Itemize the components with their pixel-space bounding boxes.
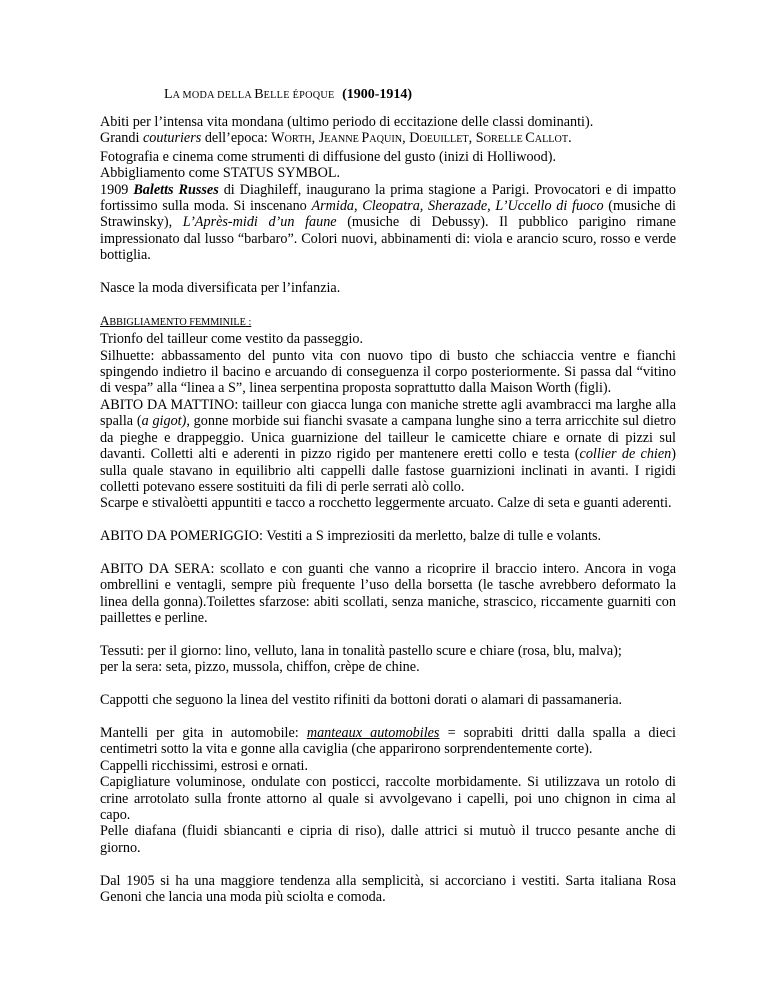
capigliature-paragraph: Capigliature voluminose, ondulate con posticci, raccolte morbidamente. Si utilizzava un rotolo di crine arrotolato sulla fronte attorno al quale si avvolgevano i capelli, poi uno chignon in cima al capo.	[100, 774, 676, 823]
name-cap: W	[271, 130, 285, 147]
section-heading-abbigliamento	[100, 313, 676, 331]
heading-rest: BBIGLIAMENTO FEMMINILE	[109, 316, 246, 328]
title-cap-1: L	[164, 87, 173, 102]
intro-line-3: Fotografia e cinema come strumenti di diffusione del gusto (inizi di Holliwood).	[100, 148, 557, 165]
title-cap-2: B	[254, 87, 264, 102]
cappotti-paragraph: Cappotti che seguono la linea del vestito rifiniti da bottoni dorati o alamari di passamaneria.	[100, 692, 623, 709]
couturiers-prefix: Grandi	[100, 130, 143, 147]
title-years: (1900-1914)	[342, 87, 413, 102]
couturiers-word: couturiers	[142, 130, 202, 147]
ballets-text-1: di Diaghileff, inaugurano la prima stagione a Parigi. Provocatori e di impatto fortissimo sulla moda. Si inscenano	[100, 181, 676, 215]
ballets-year: 1909	[100, 181, 134, 198]
name-cap: J	[318, 130, 325, 147]
sera-paragraph: ABITO DA SERA: scollato e con guanti che vanno a ricoprire il braccio intero. Ancora in voga ombrellini e ventagli, sempre più frequente l’uso della borsetta (le tasche avrebbero deformato la linea della gonna).Toilettes sfarzose: abiti scollati, senza maniche, strascico, riccamente guarniti con paillettes e perline.	[100, 560, 676, 627]
abbigliamento-p1: Trionfo del tailleur come vestito da passeggio.	[100, 331, 364, 348]
name-sep: ,	[311, 130, 319, 147]
p3-collier: collier de chien	[579, 446, 672, 463]
ballets-name: Baletts Russes	[133, 181, 219, 198]
heading-text	[100, 312, 252, 328]
name-rest: ALLOT	[534, 134, 569, 146]
heading-colon: :	[245, 316, 252, 328]
intro-line-4: Abbigliamento come STATUS SYMBOL.	[100, 165, 341, 182]
ballets-text-3: (musiche di Debussy). Il pubblico parigino rimane impressionato dal lusso “barbaro”. Colori nuovi, abbinamenti di: viola e arancio scuro, rosso e verde bottiglia.	[100, 214, 676, 264]
ballets-text-2: (musiche di Strawinsky),	[100, 198, 676, 231]
infanzia-paragraph: Nasce la moda diversificata per l’infanzia.	[100, 280, 341, 297]
name-cap: P	[361, 130, 370, 147]
intro-line-1: Abiti per l’intensa vita mondana (ultimo periodo di eccitazione delle classi dominanti).	[100, 114, 594, 130]
name-rest: ORTH	[284, 134, 312, 146]
pelle-paragraph: Pelle diafana (fluidi sbiancanti e cipria di riso), dalle attrici si mutuò il trucco pesante anche di giorno.	[100, 823, 676, 856]
mantelli-paragraph	[100, 725, 676, 758]
couturier-names	[271, 130, 572, 146]
name-sep: ,	[402, 130, 410, 147]
mantelli-text-a: Mantelli per gita in automobile:	[100, 724, 307, 741]
p3-text-c: ) sulla quale stavano in equilibrio alti cappelli dalle fastose guarnizioni inclinati in avanti. I rigidi colletti potevano essere sostituiti da fili di perle serrati alò collo.	[100, 446, 676, 495]
document-body	[100, 114, 676, 905]
name-cap: S	[475, 130, 484, 147]
ballets-faune: L’Après-midi d’un faune	[182, 214, 337, 231]
name-rest: OEUILLET	[419, 134, 469, 146]
p3-text-b: , gonne morbide sui fianchi svasate a campana lunghe sino a terra arricchite sul dietro da pieghe e drappeggio. Unica guarnizione del tailleur le camicette chiare e ornate di pizzi sul davanti. Colletti alti e aderenti in pizzo rigido per mantenere eretti collo e testa (	[100, 413, 676, 463]
intro-line-2	[100, 130, 676, 148]
finale-paragraph: Dal 1905 si ha una maggiore tendenza alla semplicità, si accorciano i vestiti. Sarta italiana Rosa Genoni che lancia una moda più sciolta e comoda.	[100, 872, 676, 905]
pomeriggio-paragraph: ABITO DA POMERIGGIO: Vestiti a S impreziositi da merletto, balze di tulle e volants.	[100, 528, 602, 545]
page-title	[164, 87, 412, 104]
ballets-works: Armida, Cleopatra, Sherazade, L’Uccello di fuoco	[311, 198, 604, 215]
mantelli-text-b: = soprabiti dritti dalla spalla a dieci centimetri sotto la vita e gonne alla caviglia (che apparirono sorprendentemente corte).	[100, 724, 676, 758]
cappelli-line: Cappelli ricchissimi, estrosi e ornati.	[100, 757, 309, 774]
name-rest: AQUIN	[369, 134, 403, 146]
name-rest: ORELLE	[483, 134, 526, 146]
mantelli-term: manteaux automobiles	[306, 724, 440, 741]
abbigliamento-p2: Silhuette: abbassamento del punto vita con nuovo tipo di busto che schiaccia ventre e fianchi spingendo indietro il bacino e arcuando di conseguenza il corpo posteriormente. Si passa dal “vitino di vespa” alla “linea a S”, linea serpentina proposta soprattutto dalla Maison Worth (figli).	[100, 347, 676, 397]
abbigliamento-p3	[100, 397, 676, 495]
name-sep: .	[568, 130, 572, 147]
title-rest-1: A MODA DELLA	[172, 90, 255, 101]
tessuti-line-1: Tessuti: per il giorno: lino, velluto, lana in tonalità pastello scure e chiare (rosa, blu, malva);	[100, 642, 622, 659]
name-rest: EANNE	[324, 134, 362, 146]
tessuti-line-2: per la sera: seta, pizzo, mussola, chiffon, crèpe de chine.	[100, 659, 420, 676]
name-sep: ,	[468, 130, 476, 147]
name-cap: D	[409, 130, 420, 147]
couturiers-suffix: dell’epoca:	[201, 130, 272, 147]
heading-cap: A	[100, 312, 110, 328]
ballets-russes-paragraph	[100, 182, 676, 264]
abbigliamento-p4: Scarpe e stivalòetti appuntiti e tacco a rocchetto leggermente arcuato. Calze di seta e guanti aderenti.	[100, 495, 672, 512]
name-cap: C	[525, 130, 535, 147]
p3-text-a: ABITO DA MATTINO: tailleur con giacca lunga con maniche strette agli avambracci ma larghe alla spalla (	[100, 396, 676, 430]
title-rest-2: ELLE ÉPOQUE	[263, 90, 335, 101]
p3-gigot: a gigot)	[141, 413, 187, 430]
